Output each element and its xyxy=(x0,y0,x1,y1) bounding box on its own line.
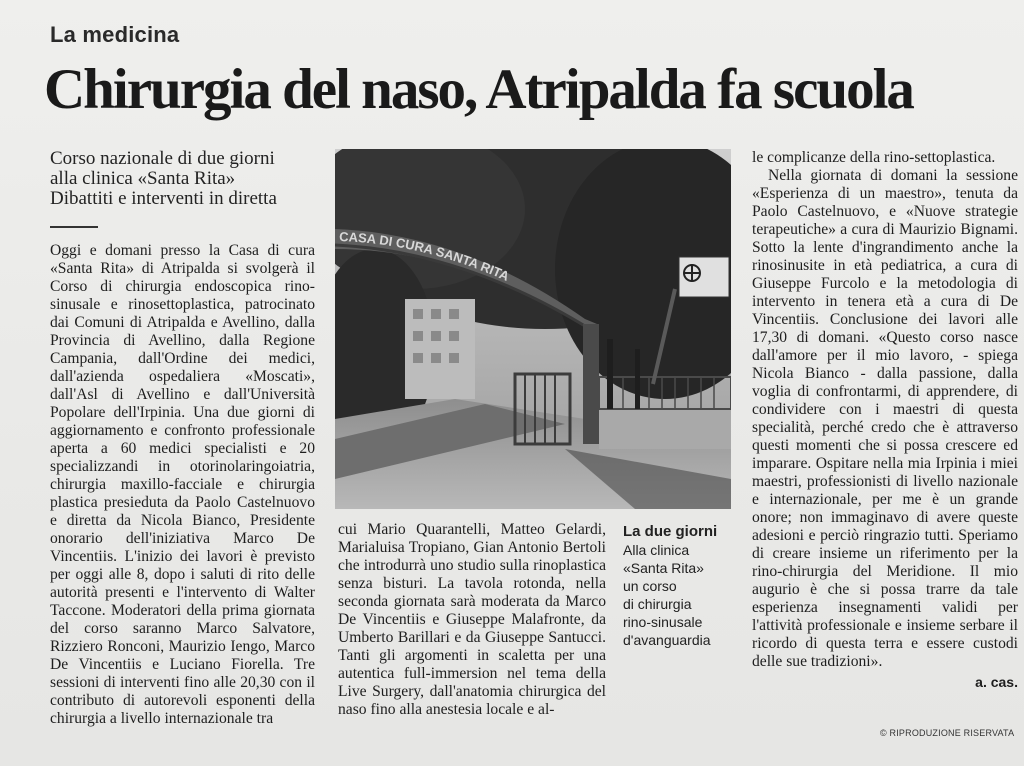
section-rubric: La medicina xyxy=(50,22,180,47)
photo-caption xyxy=(623,523,743,649)
subheadline xyxy=(50,149,322,209)
article-column-2 xyxy=(338,521,606,719)
article-column-1 xyxy=(50,242,315,728)
paragraph: le complicanze della rino-settoplastica. xyxy=(752,149,996,166)
caption-title: La due giorni xyxy=(623,523,718,540)
caption-line: d'avanguardia xyxy=(623,632,711,648)
subhead-line: alla clinica «Santa Rita» xyxy=(50,168,236,189)
paragraph: Oggi e domani presso la Casa di cura «Santa Rita» di Atripalda si svolgerà il Corso di chirurgia endoscopica rino-sinusale e rinosettoplastica, patrocinato dai Comuni di Atripalda e Avellino, dalla Provincia di Avellino, dalla Regione Campania, dall'Ordine dei medici, dall'azienda ospedaliera «Moscati», dall'Asl di Avellino e dall'Università Popolare dell'Irpinia. Una due giorni di aggiornamento e confronto professionale aperta a 60 medici specialisti e 20 specializzandi in otorinolaringoiatria, chirurgia maxillo-facciale e chirurgia plastica presieduta da Paolo Castelnuovo e diretta da Nicola Bianco, Presidente onorario dell'iniziativa Marco De Vincentiis. L'inizio dei lavori è previsto per oggi alle 8, dopo i saluti di rito delle autorità presenti e l'intervento di Walter Taccone. Moderatori della prima giornata del corso saranno Marco Salvatore, Rizziero Ronconi, Maurizio Iengo, Marco De Vincentiis e Luciano Fiorella. Tre sessioni di interventi fino alle 20,30 con il contributo di autorevoli esponenti della chirurgia a livello internazionale tra xyxy=(50,242,315,727)
subhead-rule xyxy=(50,226,98,228)
headline: Chirurgia del naso, Atripalda fa scuola xyxy=(44,58,913,121)
copyright-notice: © RIPRODUZIONE RISERVATA xyxy=(880,728,1015,738)
caption-line: Alla clinica xyxy=(623,542,690,558)
author-signature: a. cas. xyxy=(975,674,1018,690)
subhead-line: Corso nazionale di due giorni xyxy=(50,148,275,169)
clinic-entrance-photo xyxy=(335,149,731,509)
caption-line: rino-sinusale xyxy=(623,614,703,630)
caption-line: «Santa Rita» xyxy=(623,560,704,576)
paragraph: cui Mario Quarantelli, Matteo Gelardi, Marialuisa Tropiano, Gian Antonio Bertoli che introdurrà uno studio sulla rinoplastica senza bisturi. La tavola rotonda, nella seconda giornata sarà moderata da Marco De Vincentiis e Giuseppe Malafronte, da Umberto Barillari e da Giuseppe Santucci. Tanti gli argomenti in scaletta per una autentica full-immersion nel tema della Live Surgery, dall'anatomia chirurgica del naso fino alla anestesia locale e al- xyxy=(338,521,606,718)
caption-line: di chirurgia xyxy=(623,596,692,612)
subhead-line: Dibattiti e interventi in diretta xyxy=(50,188,277,209)
caption-line: un corso xyxy=(623,578,677,594)
article-column-3 xyxy=(752,149,1018,691)
paragraph: Nella giornata di domani la sessione «Esperienza di un maestro», tenuta da Paolo Castelnuovo, e «Nuove strategie terapeutiche» a cura di Maurizio Bignami. Sotto la lente d'ingrandimento anche la rinosinusite in età pediatrica, a cura di Giuseppe Furcolo e la metodologia di intervento in tenera età a cura di De Vincentiis. Conclusione dei lavori alle 17,30 di domani. «Questo corso nasce dall'amore per il mio lavoro, - spiega Nicola Bianco - dalla passione, dalla voglia di confrontarmi, di apprendere, di condividere con i maestri di questa specialità, perché credo che è attraverso questi momenti che si possa crescere ed imparare. Ospitare nella mia Irpinia i miei maestri, professionisti di livello nazionale e internazionale, per me è un grande onore; non immaginavo di avere queste adesioni e perciò ringrazio tutti. Speriamo di creare insieme un riferimento per la rino-chirurgia del Meridione. Il mio augurio è che si possa trarre da tale esperienza insegnamenti validi per l'attività professionale e insieme serbare il ricordo di questa terra e essere custodi delle sue tradizioni». xyxy=(752,167,1018,670)
arch-sign-text: CASA DI CURA SANTA RITA xyxy=(338,228,512,284)
